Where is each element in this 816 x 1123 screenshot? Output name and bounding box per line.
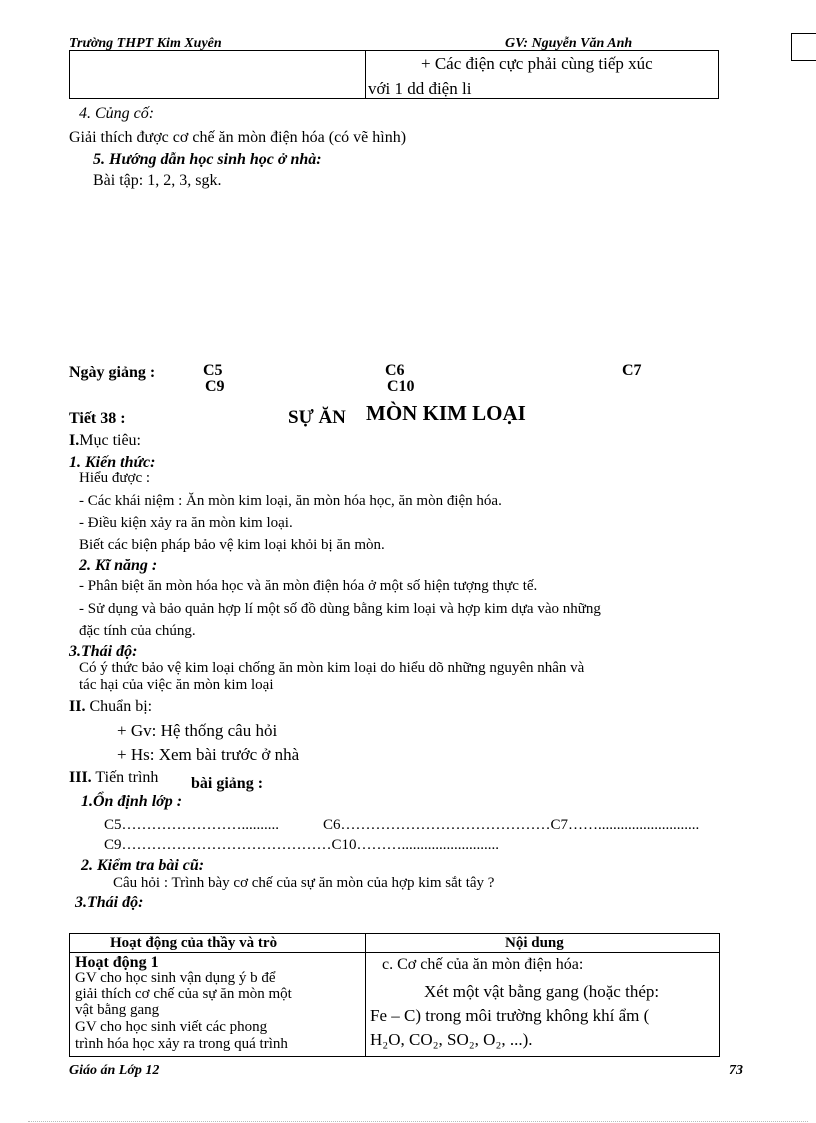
preparation-heading-roman: II.	[69, 698, 86, 715]
procedure-heading-bold: bài giảng :	[191, 775, 264, 792]
preparation-hs: + Hs: Xem bài trước ở nhà	[117, 745, 300, 764]
activity-line: GV cho học sinh viết các phong	[75, 1019, 268, 1035]
knowledge-intro: Hiểu được :	[79, 470, 151, 486]
content-line2: Xét một vật bằng gang (hoặc thép:	[424, 982, 660, 1001]
procedure-heading-roman: III.	[69, 769, 92, 786]
consolidation-text: Giải thích được cơ chế ăn mòn điện hóa (có vẽ hình)	[69, 129, 407, 146]
procedure-heading	[69, 769, 158, 787]
content-formula: H₂O, CO₂, SO₂, O₂, ...).	[370, 1030, 533, 1049]
schedule-c5: C5	[203, 362, 223, 379]
skills-item: - Sử dụng và bảo quản hợp lí một số đồ dùng bằng kim loại và hợp kim dựa vào những	[79, 601, 601, 617]
schedule-c7: C7	[622, 362, 642, 379]
class-row1-c6-c7: C6……………………………………C7……...........................	[323, 817, 700, 833]
header-rule	[69, 50, 719, 51]
schedule-c10: C10	[387, 378, 415, 395]
objectives-heading	[69, 432, 141, 450]
preparation-heading	[69, 698, 152, 716]
top-table-line2: với 1 dd điện li	[368, 79, 472, 98]
procedure-attitude-heading: 3.Thái độ:	[75, 894, 144, 911]
skills-item: đặc tính của chúng.	[79, 623, 196, 639]
objectives-heading-roman: I.	[69, 432, 80, 449]
activity-line: giải thích cơ chế của sự ăn mòn một	[75, 986, 292, 1002]
school-name: Trường THPT Kim Xuyên	[69, 36, 222, 51]
activity-line: GV cho học sinh vận dụng ý b để	[75, 970, 276, 986]
procedure-heading-text: Tiến trình	[95, 769, 159, 786]
class-row1-c5: C5……………………..........	[104, 817, 280, 833]
class-heading: 1.Ổn định lớp :	[81, 793, 183, 810]
teacher-name: GV: Nguyễn Văn Anh	[505, 36, 633, 51]
attitude-line1: Có ý thức bảo vệ kim loại chống ăn mòn kim loại do hiểu dõ những nguyên nhân và	[79, 660, 585, 676]
activity-line: trình hóa học xảy ra trong quá trình	[75, 1036, 288, 1052]
oldlesson-question: Câu hỏi : Trình bày cơ chế của sự ăn mòn của hợp kim sắt tây ?	[113, 875, 495, 891]
content-line3: Fe – C) trong môi trường không khí ẩm (	[370, 1006, 650, 1025]
attitude-heading: 3.Thái độ:	[69, 643, 138, 660]
preparation-gv: + Gv: Hệ thống câu hỏi	[117, 721, 278, 740]
lesson-period: Tiết 38 :	[69, 410, 126, 427]
page-number: 73	[729, 1063, 743, 1078]
skills-heading: 2. Kĩ năng :	[79, 557, 158, 574]
homework-heading: 5. Hướng dẫn học sinh học ở nhà:	[93, 151, 322, 168]
col2-header: Nội dung	[505, 935, 564, 951]
knowledge-heading: 1. Kiến thức:	[69, 454, 156, 471]
activity-title: Hoạt động 1	[75, 954, 159, 971]
oldlesson-heading: 2. Kiểm tra bài cũ:	[81, 857, 205, 874]
knowledge-item: - Điều kiện xảy ra ăn mòn kim loại.	[79, 515, 293, 531]
knowledge-item: - Các khái niệm : Ăn mòn kim loại, ăn mòn hóa học, ăn mòn điện hóa.	[79, 493, 502, 509]
schedule-c9: C9	[205, 378, 225, 395]
col1-header: Hoạt động của thầy và trò	[110, 935, 278, 951]
corner-box	[791, 33, 816, 61]
skills-item: - Phân biệt ăn mòn hóa học và ăn mòn điện hóa ở một số hiện tượng thực tế.	[79, 578, 538, 594]
schedule-label: Ngày giảng :	[69, 364, 156, 381]
top-table-line1: + Các điện cực phải cùng tiếp xúc	[421, 54, 653, 73]
activity-table-hdivider	[70, 952, 719, 953]
class-row2: C9……………………………………C10………..........................	[104, 837, 500, 853]
content-line1: c. Cơ chế của ăn mòn điện hóa:	[382, 956, 584, 973]
footer-left: Giáo án Lớp 12	[69, 1063, 160, 1078]
lesson-title-part1: SỰ ĂN	[288, 407, 346, 428]
homework-text: Bài tập: 1, 2, 3, sgk.	[93, 172, 222, 189]
attitude-line2: tác hại của việc ăn mòn kim loại	[79, 677, 274, 693]
consolidation-heading: 4. Củng cố:	[79, 105, 155, 122]
objectives-heading-text: Mục tiêu:	[79, 432, 141, 449]
top-table-divider	[365, 50, 366, 98]
knowledge-item: Biết các biện pháp bảo vệ kim loại khỏi bị ăn mòn.	[79, 537, 385, 553]
footer-divider	[28, 1121, 808, 1122]
lesson-title-part2: MÒN KIM LOẠI	[366, 401, 526, 425]
preparation-heading-text: Chuẩn bị:	[89, 698, 153, 715]
schedule-c6: C6	[385, 362, 405, 379]
activity-line: vật bằng gang	[75, 1002, 160, 1018]
